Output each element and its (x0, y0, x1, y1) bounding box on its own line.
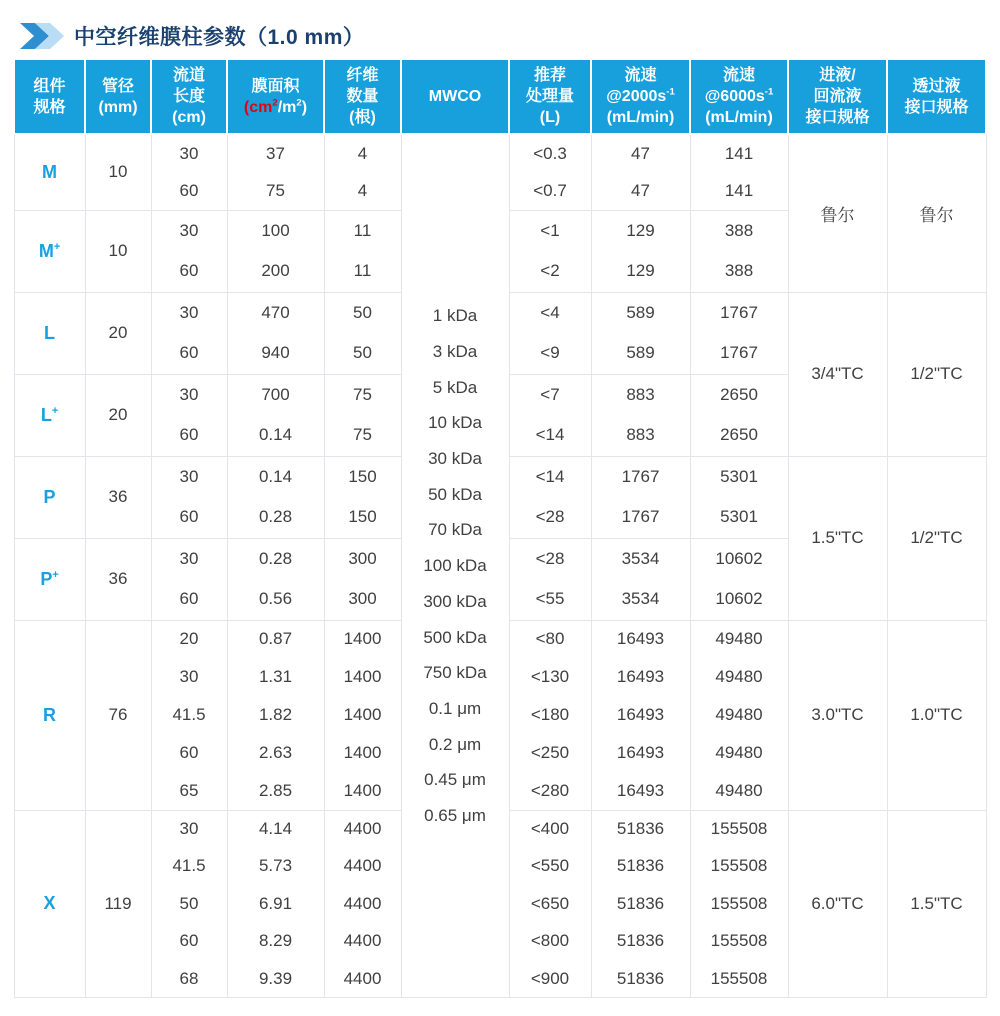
flow2000-cell: 589 (591, 292, 690, 333)
flow2000-cell: 883 (591, 374, 690, 415)
permeate-interface-cell: 鲁尔 (887, 134, 986, 292)
fibers-cell: 300 (324, 579, 401, 620)
diameter-cell: 36 (85, 538, 151, 620)
capacity-cell: <900 (509, 960, 591, 998)
col-header-permeate: 透过液 接口规格 (887, 59, 986, 134)
spec-cell: M+ (14, 210, 85, 292)
area-cell: 0.28 (227, 538, 324, 579)
mwco-item: 30 kDa (428, 449, 482, 469)
fibers-cell: 150 (324, 456, 401, 497)
spec-cell: P (14, 456, 85, 538)
flow2000-cell: 883 (591, 415, 690, 456)
area-cell: 0.14 (227, 456, 324, 497)
length-cell: 30 (151, 658, 227, 696)
permeate-interface-cell: 1.5"TC (887, 810, 986, 998)
fibers-cell: 4 (324, 172, 401, 210)
area-cell: 470 (227, 292, 324, 333)
flow6000-cell: 2650 (690, 374, 788, 415)
length-cell: 60 (151, 172, 227, 210)
flow2000-cell: 3534 (591, 538, 690, 579)
flow2000-cell: 1767 (591, 456, 690, 497)
inlet-interface-cell: 鲁尔 (788, 134, 887, 292)
flow6000-cell: 2650 (690, 415, 788, 456)
col-header-flow2000: 流速 $@2000s^{-1}$ (mL/min) (591, 59, 690, 134)
fibers-cell: 4400 (324, 848, 401, 886)
flow6000-cell: 1767 (690, 333, 788, 374)
length-cell: 30 (151, 134, 227, 172)
col-header-area: 膜面积 $(cm^2/m^2)$ (227, 59, 324, 134)
flow2000-cell: 16493 (591, 734, 690, 772)
col-header-flow6000: 流速 $@6000s^{-1}$ (mL/min) (690, 59, 788, 134)
spec-cell: X (14, 810, 85, 998)
diameter-cell: 36 (85, 456, 151, 538)
page-title: 中空纤维膜柱参数（1.0 mm） (74, 26, 365, 49)
flow6000-cell: 5301 (690, 456, 788, 497)
flow6000-cell: 155508 (690, 885, 788, 923)
mwco-item: 5 kDa (432, 377, 478, 397)
flow2000-cell: 3534 (591, 579, 690, 620)
length-cell: 65 (151, 772, 227, 810)
mwco-item: 50 kDa (428, 484, 482, 504)
area-cell: 2.85 (227, 772, 324, 810)
area-cell: 6.91 (227, 885, 324, 923)
membrane-column-parameters-table (13, 58, 987, 998)
mwco-item: 0.65 μm (424, 806, 486, 826)
mwco-item: 1 kDa (432, 306, 478, 326)
fibers-cell: 1400 (324, 658, 401, 696)
capacity-cell: <1 (509, 210, 591, 251)
flow2000-cell: 47 (591, 134, 690, 172)
area-cell: 0.56 (227, 579, 324, 620)
length-cell: 30 (151, 810, 227, 848)
flow6000-cell: 10602 (690, 579, 788, 620)
fibers-cell: 1400 (324, 696, 401, 734)
length-cell: 41.5 (151, 696, 227, 734)
col-header-length: 流道 长度 (cm) (151, 59, 227, 134)
flow2000-cell: 16493 (591, 772, 690, 810)
area-cell: 9.39 (227, 960, 324, 998)
col-header-inlet: 进液/ 回流液 接口规格 (788, 59, 887, 134)
length-cell: 60 (151, 333, 227, 374)
inlet-interface-cell: 3.0"TC (788, 620, 887, 810)
capacity-cell: <130 (509, 658, 591, 696)
col-header-spec: 组件 规格 (14, 59, 85, 134)
permeate-interface-cell: 1.0"TC (887, 620, 986, 810)
area-cell: 5.73 (227, 848, 324, 886)
mwco-item: 0.45 μm (424, 770, 486, 790)
table-row (14, 134, 986, 172)
fibers-cell: 11 (324, 251, 401, 292)
double-chevron-icon (18, 22, 64, 50)
flow6000-cell: 49480 (690, 620, 788, 658)
col-header-fibers: 纤维 数量 (根) (324, 59, 401, 134)
length-cell: 60 (151, 415, 227, 456)
flow6000-cell: 388 (690, 251, 788, 292)
flow6000-cell: 5301 (690, 497, 788, 538)
length-cell: 30 (151, 210, 227, 251)
diameter-cell: 119 (85, 810, 151, 998)
flow6000-cell: 49480 (690, 658, 788, 696)
flow6000-cell: 10602 (690, 538, 788, 579)
length-cell: 68 (151, 960, 227, 998)
area-cell: 0.28 (227, 497, 324, 538)
spec-cell: L+ (14, 374, 85, 456)
mwco-item: 0.1 μm (428, 698, 482, 718)
diameter-cell: 10 (85, 134, 151, 210)
length-cell: 41.5 (151, 848, 227, 886)
fibers-cell: 4400 (324, 885, 401, 923)
length-cell: 60 (151, 579, 227, 620)
mwco-item: 100 kDa (423, 556, 487, 576)
spec-cell: P+ (14, 538, 85, 620)
fibers-cell: 1400 (324, 734, 401, 772)
mwco-item: 750 kDa (423, 663, 487, 683)
flow6000-cell: 141 (690, 134, 788, 172)
flow6000-cell: 49480 (690, 772, 788, 810)
length-cell: 60 (151, 734, 227, 772)
fibers-cell: 75 (324, 415, 401, 456)
fibers-cell: 50 (324, 292, 401, 333)
fibers-cell: 300 (324, 538, 401, 579)
diameter-cell: 76 (85, 620, 151, 810)
capacity-cell: <550 (509, 848, 591, 886)
length-cell: 30 (151, 538, 227, 579)
area-cell: 200 (227, 251, 324, 292)
diameter-cell: 20 (85, 292, 151, 374)
area-cell: 0.14 (227, 415, 324, 456)
fibers-cell: 75 (324, 374, 401, 415)
title-bar (0, 0, 1000, 56)
col-header-diameter: 管径 (mm) (85, 59, 151, 134)
flow6000-cell: 155508 (690, 960, 788, 998)
flow2000-cell: 1767 (591, 497, 690, 538)
flow2000-cell: 129 (591, 210, 690, 251)
capacity-cell: <180 (509, 696, 591, 734)
capacity-cell: <4 (509, 292, 591, 333)
fibers-cell: 1400 (324, 772, 401, 810)
capacity-cell: <80 (509, 620, 591, 658)
diameter-cell: 20 (85, 374, 151, 456)
area-cell: 4.14 (227, 810, 324, 848)
capacity-cell: <2 (509, 251, 591, 292)
capacity-cell: <28 (509, 538, 591, 579)
col-header-capacity: 推荐 处理量 (L) (509, 59, 591, 134)
area-cell: 8.29 (227, 923, 324, 961)
fibers-cell: 50 (324, 333, 401, 374)
flow6000-cell: 155508 (690, 810, 788, 848)
flow6000-cell: 141 (690, 172, 788, 210)
flow2000-cell: 51836 (591, 923, 690, 961)
spec-cell: R (14, 620, 85, 810)
length-cell: 30 (151, 374, 227, 415)
diameter-cell: 10 (85, 210, 151, 292)
fibers-cell: 1400 (324, 620, 401, 658)
spec-cell: M (14, 134, 85, 210)
table-header-row (14, 59, 986, 134)
capacity-cell: <14 (509, 456, 591, 497)
length-cell: 30 (151, 292, 227, 333)
capacity-cell: <14 (509, 415, 591, 456)
area-cell: 700 (227, 374, 324, 415)
length-cell: 20 (151, 620, 227, 658)
mwco-item: 0.2 μm (428, 734, 482, 754)
flow2000-cell: 589 (591, 333, 690, 374)
length-cell: 60 (151, 497, 227, 538)
flow2000-cell: 16493 (591, 696, 690, 734)
fibers-cell: 4400 (324, 960, 401, 998)
flow6000-cell: 49480 (690, 734, 788, 772)
flow2000-cell: 51836 (591, 885, 690, 923)
fibers-cell: 4 (324, 134, 401, 172)
spec-cell: L (14, 292, 85, 374)
fibers-cell: 4400 (324, 923, 401, 961)
area-cell: 0.87 (227, 620, 324, 658)
permeate-interface-cell: 1/2"TC (887, 456, 986, 620)
area-cell: 2.63 (227, 734, 324, 772)
length-cell: 60 (151, 251, 227, 292)
inlet-interface-cell: 6.0"TC (788, 810, 887, 998)
capacity-cell: <55 (509, 579, 591, 620)
fibers-cell: 150 (324, 497, 401, 538)
flow2000-cell: 16493 (591, 620, 690, 658)
permeate-interface-cell: 1/2"TC (887, 292, 986, 456)
capacity-cell: <800 (509, 923, 591, 961)
capacity-cell: <280 (509, 772, 591, 810)
flow2000-cell: 16493 (591, 658, 690, 696)
flow6000-cell: 49480 (690, 696, 788, 734)
area-cell: 1.82 (227, 696, 324, 734)
mwco-item: 500 kDa (423, 627, 487, 647)
length-cell: 50 (151, 885, 227, 923)
mwco-item: 300 kDa (423, 591, 487, 611)
capacity-cell: <0.3 (509, 134, 591, 172)
mwco-item: 70 kDa (428, 520, 482, 540)
flow2000-cell: 129 (591, 251, 690, 292)
inlet-interface-cell: 3/4"TC (788, 292, 887, 456)
area-cell: 940 (227, 333, 324, 374)
area-cell: 37 (227, 134, 324, 172)
flow2000-cell: 51836 (591, 810, 690, 848)
capacity-cell: <250 (509, 734, 591, 772)
capacity-cell: <650 (509, 885, 591, 923)
area-cell: 1.31 (227, 658, 324, 696)
mwco-item: 10 kDa (428, 413, 482, 433)
capacity-cell: <7 (509, 374, 591, 415)
flow6000-cell: 155508 (690, 848, 788, 886)
length-cell: 30 (151, 456, 227, 497)
mwco-list (404, 298, 507, 834)
mwco-cell (401, 134, 509, 998)
area-cell: 75 (227, 172, 324, 210)
col-header-mwco: MWCO (401, 59, 509, 134)
area-cell: 100 (227, 210, 324, 251)
capacity-cell: <0.7 (509, 172, 591, 210)
flow2000-cell: 51836 (591, 960, 690, 998)
mwco-item: 3 kDa (432, 341, 478, 361)
capacity-cell: <9 (509, 333, 591, 374)
flow6000-cell: 388 (690, 210, 788, 251)
length-cell: 60 (151, 923, 227, 961)
capacity-cell: <28 (509, 497, 591, 538)
flow6000-cell: 1767 (690, 292, 788, 333)
flow6000-cell: 155508 (690, 923, 788, 961)
capacity-cell: <400 (509, 810, 591, 848)
fibers-cell: 11 (324, 210, 401, 251)
flow2000-cell: 51836 (591, 848, 690, 886)
fibers-cell: 4400 (324, 810, 401, 848)
inlet-interface-cell: 1.5"TC (788, 456, 887, 620)
flow2000-cell: 47 (591, 172, 690, 210)
